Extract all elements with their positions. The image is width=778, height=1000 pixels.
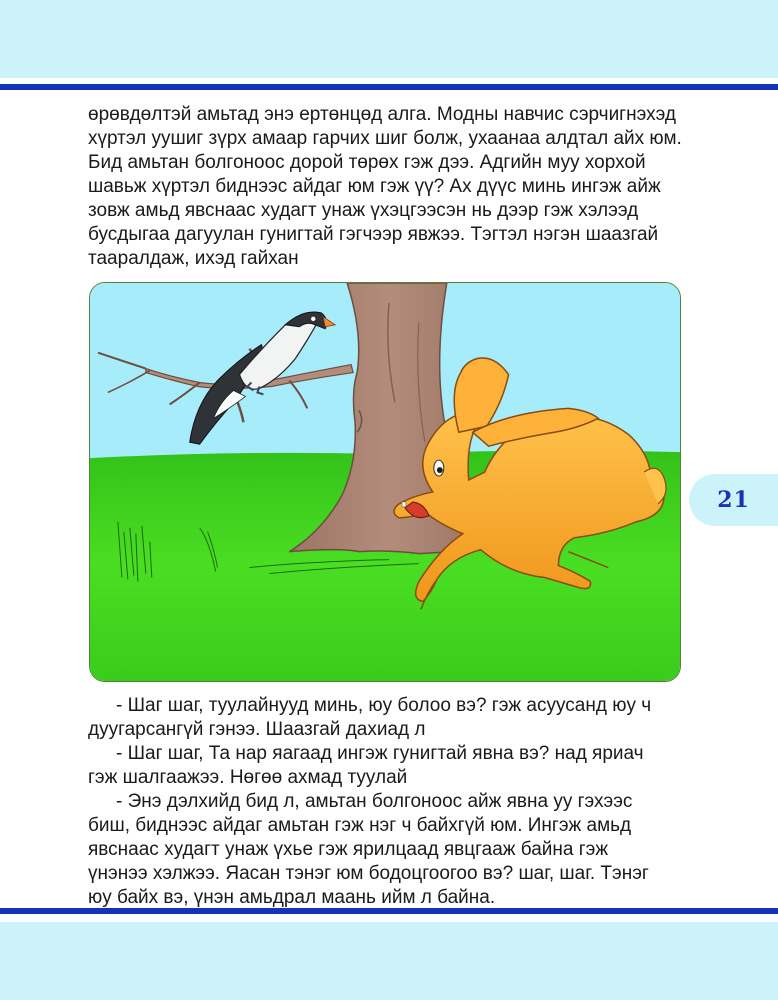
story-line: хүртэл уушиг зүрх амаар гарчих шиг болж, ухаанаа алдтал айх юм.: [88, 128, 682, 149]
page-number-tab: [689, 474, 778, 526]
page-number: 21: [717, 487, 750, 513]
story-line: Бид амьтан болгоноос дорой төрөх гэж дээ. Адгийн муу хорхой: [88, 152, 646, 173]
header-rule: [0, 84, 778, 90]
dialogue-line: - Шаг шаг, Та нар яагаад ингэж гунигтай явна вэ? над яриач: [116, 743, 644, 764]
story-line: тааралдаж, ихэд гайхан: [88, 248, 299, 269]
story-line: биш, биднээс айдаг амьтан гэж нэг ч байхгүй юм. Ингэж амьд: [88, 815, 632, 836]
story-line: юу байх вэ, үнэн амьдрал маань ийм л байна.: [88, 887, 496, 908]
footer-band: [0, 922, 778, 1000]
magpie-and-hare-illustration: [90, 283, 680, 681]
story-illustration: [89, 282, 681, 682]
story-line: зовж амьд явснаас худагт унаж үхэцгээсэн нь дээр гэж хэлээд: [88, 200, 639, 221]
story-text-bottom: [88, 694, 696, 910]
dialogue-line: - Энэ дэлхийд бид л, амьтан болгоноос айж явна уу гэхээс: [116, 791, 633, 812]
story-line: өрөвдөлтэй амьтад энэ ертөнцөд алга. Модны навчис сэрчигнэхэд: [88, 104, 676, 125]
story-line: явснаас худагт унаж үхье гэж ярилцаад явцгааж байна гэж: [88, 839, 609, 860]
story-line: дуугарсангүй гэнээ. Шаазгай дахиад л: [88, 719, 426, 740]
story-line: үнэнээ хэлжээ. Яасан тэнэг юм бодоцгоогоо вэ? шаг, шаг. Тэнэг: [88, 863, 649, 884]
story-text-top: [88, 103, 688, 271]
story-line: бусдыгаа дагуулан гунигтай гэгчээр явжээ. Тэгтэл нэгэн шаазгай: [88, 224, 659, 245]
story-line: шавьж хүртэл биднээс айдаг юм гэж үү? Ах дүүс минь ингэж айж: [88, 176, 661, 197]
header-band: [0, 0, 778, 78]
story-line: гэж шалгаажээ. Нөгөө ахмад туулай: [88, 767, 408, 788]
dialogue-line: - Шаг шаг, туулайнууд минь, юу болоо вэ? гэж асуусанд юу ч: [116, 695, 652, 716]
footer-rule: [0, 908, 778, 914]
